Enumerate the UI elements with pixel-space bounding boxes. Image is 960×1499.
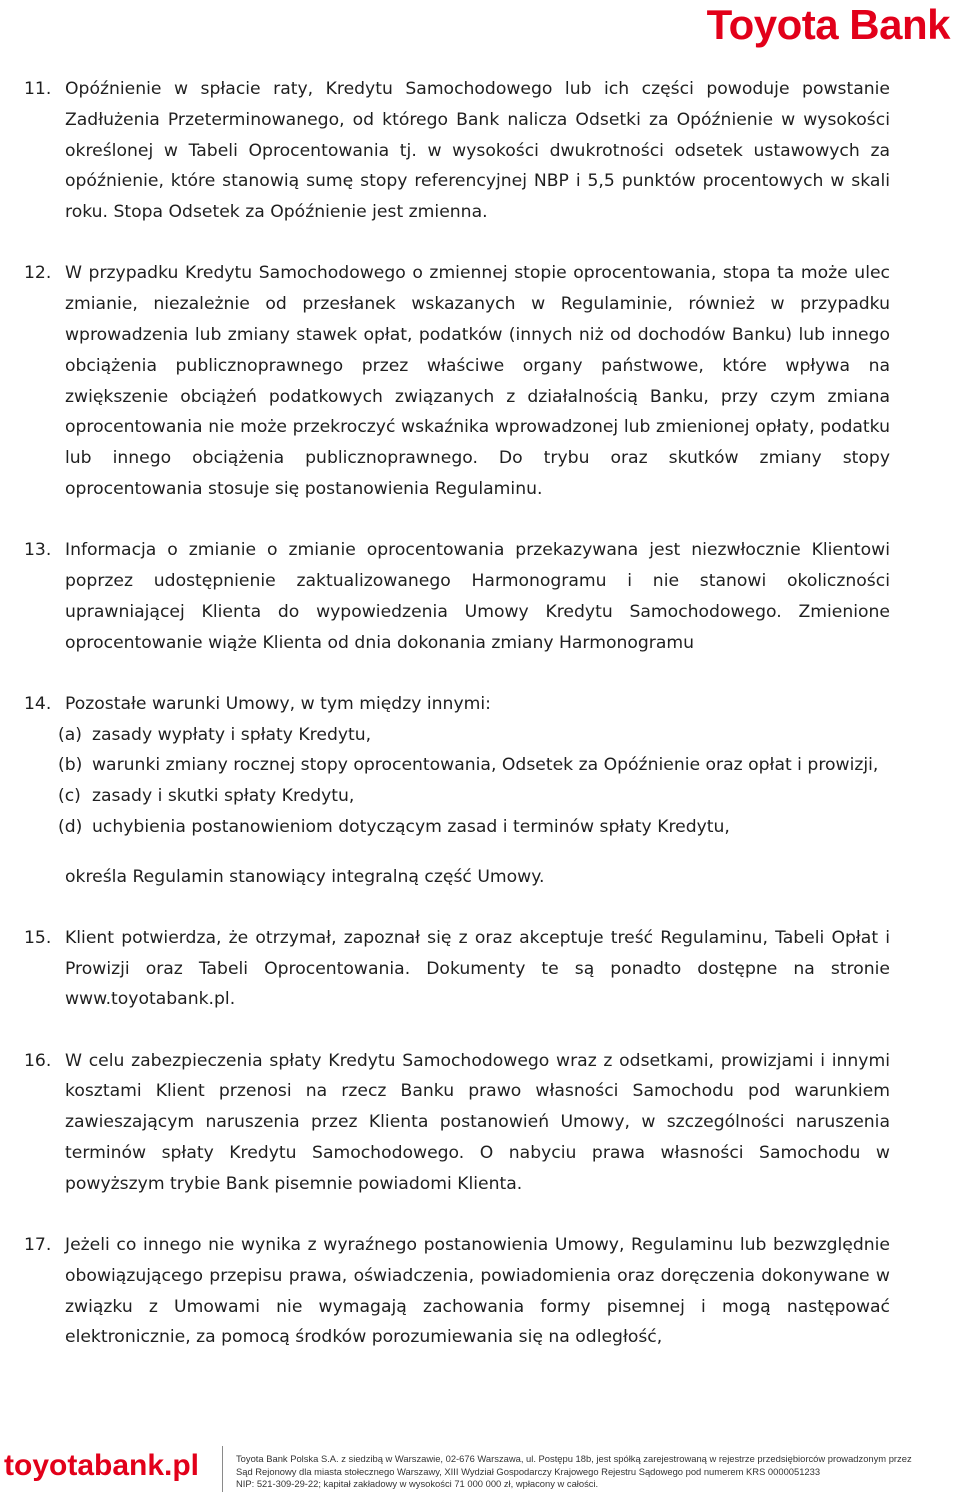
clause-text: Opóźnienie w spłacie raty, Kredytu Samochodowego lub ich części powoduje powstanie Zadłużenia Przeterminowanego, od którego Bank nalicza Odsetki za Opóźnienie w wysokości określonej w Tabeli Oprocentowania tj. w wysokości dwukrotności odsetek ustawowych za opóźnienie, które stanowią sumę stopy referencyjnej NBP i 5,5 punktów procentowych w skali roku. Stopa Odsetek za Opóźnienie jest zmienna. [65,79,890,223]
sub-item-b [58,750,890,781]
sub-item-text: zasady wypłaty i spłaty Kredytu, [92,724,372,745]
clause-number: 11. [24,79,52,99]
clause-text: Jeżeli co innego nie wynika z wyraźnego postanowienia Umowy, Regulaminu lub bezwzględnie obowiązującego przepisu prawa, oświadczenia, powiadomienia oraz doręczenia dokonywane w związku z Umowami nie wymagają zachowania formy pisemnej i mogą następować elektronicznie, za pomocą środków porozumiewania się na odległość, [65,1235,890,1348]
clause-text: Pozostałe warunki Umowy, w tym między innymi: [65,693,491,714]
clause-16 [24,1046,890,1200]
clause-11 [24,74,890,228]
clause-15 [24,923,890,1015]
footer-line: Toyota Bank Polska S.A. z siedzibą w Warszawie, 02-676 Warszawa, ul. Postępu 18b, jest spółką zarejestrowaną w rejestrze przedsiębiorców prowadzonym przez [236,1453,912,1464]
sub-item-d [58,812,890,843]
clause-text: W przypadku Kredytu Samochodowego o zmiennej stopie oprocentowania, stopa ta może ulec zmianie, niezależnie od przesłanek wskazanych w Regulaminie, również w przypadku wprowadzenia lub zmiany stawek opłat, podatków (innych niż od dochodów Banku) lub innego obciążenia publicznoprawnego przez właściwe organy państwowe, które wpływa na zwiększenie obciążeń podatkowych związanych z działalnością Banku, przy czym zmiana oprocentowania nie może przekroczyć wskaźnika wprowadzonej lub zmienionej opłaty, podatku lub innego obciążenia publicznoprawnego. Do trybu oraz skutków zmiany stopy oprocentowania stosuje się postanowienia Regulaminu. [65,263,890,499]
clause-text: Klient potwierdza, że otrzymał, zapoznał się z oraz akceptuje treść Regulaminu, Tabeli Opłat i Prowizji oraz Tabeli Oprocentowania. Dokumenty te są ponadto dostępne na stronie www.toyotabank.pl. [65,927,890,1010]
clause-number: 16. [24,1050,52,1071]
sub-item-text: warunki zmiany rocznej stopy oprocentowania, Odsetek za Opóźnienie oraz opłat i prowizji, [92,755,879,776]
clause-number: 12. [24,263,52,284]
sub-item-label: (a) [58,724,82,745]
document-body [24,74,890,1384]
sub-item-a [58,720,890,751]
sub-item-c [58,781,890,812]
clause-text: W celu zabezpieczenia spłaty Kredytu Samochodowego wraz z odsetkami, prowizjami i innymi kosztami Klient przenosi na rzecz Banku prawo własności Samochodu pod warunkiem zawieszającym naruszenia przez Klienta postanowień Umowy, w szczególności naruszenia terminów spłaty Kredytu Samochodowego. O nabyciu prawa własności Samochodu w powyższym trybie Bank pisemnie powiadomi Klienta. [65,1050,890,1194]
footer-divider [222,1446,223,1492]
sub-item-text: uchybienia postanowieniom dotyczącym zasad i terminów spłaty Kredytu, [92,816,730,837]
clause-number: 13. [24,540,52,561]
clause-13 [24,535,890,658]
sub-item-label: (c) [58,786,81,807]
clause-text: Informacja o zmianie o zmianie oprocentowania przekazywana jest niezwłocznie Klientowi poprzez udostępnienie zaktualizowanego Harmonogramu i nie stanowi okoliczności uprawniającej Klienta do wypowiedzenia Umowy Kredytu Samochodowego. Zmienione oprocentowanie wiąże Klienta od dnia dokonania zmiany Harmonogramu [65,540,890,653]
clause-number: 15. [24,927,52,948]
clause-closing-text: określa Regulamin stanowiący integralną część Umowy. [65,866,545,887]
sub-item-label: (b) [58,755,83,776]
sub-list [58,720,890,843]
footer-line: NIP: 521-309-29-22; kapitał zakładowy w wysokości 71 000 000 zł, wpłacony w całości. [236,1478,599,1490]
toyota-bank-logo: Toyota Bank [706,1,950,48]
clause-number: 17. [24,1235,52,1256]
footer-legal-info [236,1453,960,1491]
clause-14 [24,689,890,893]
clause-17 [24,1230,890,1353]
clause-12 [24,258,890,504]
sub-item-text: zasady i skutki spłaty Kredytu, [92,786,355,807]
sub-item-label: (d) [58,816,83,837]
clause-number: 14. [24,693,52,714]
footer-line: Sąd Rejonowy dla miasta stołecznego Warszawy, XIII Wydział Gospodarczy Krajowego Rejestru Sądowego pod numerem KRS 0000051233 [236,1465,821,1477]
footer-website-logo: toyotabank.pl [4,1449,200,1482]
